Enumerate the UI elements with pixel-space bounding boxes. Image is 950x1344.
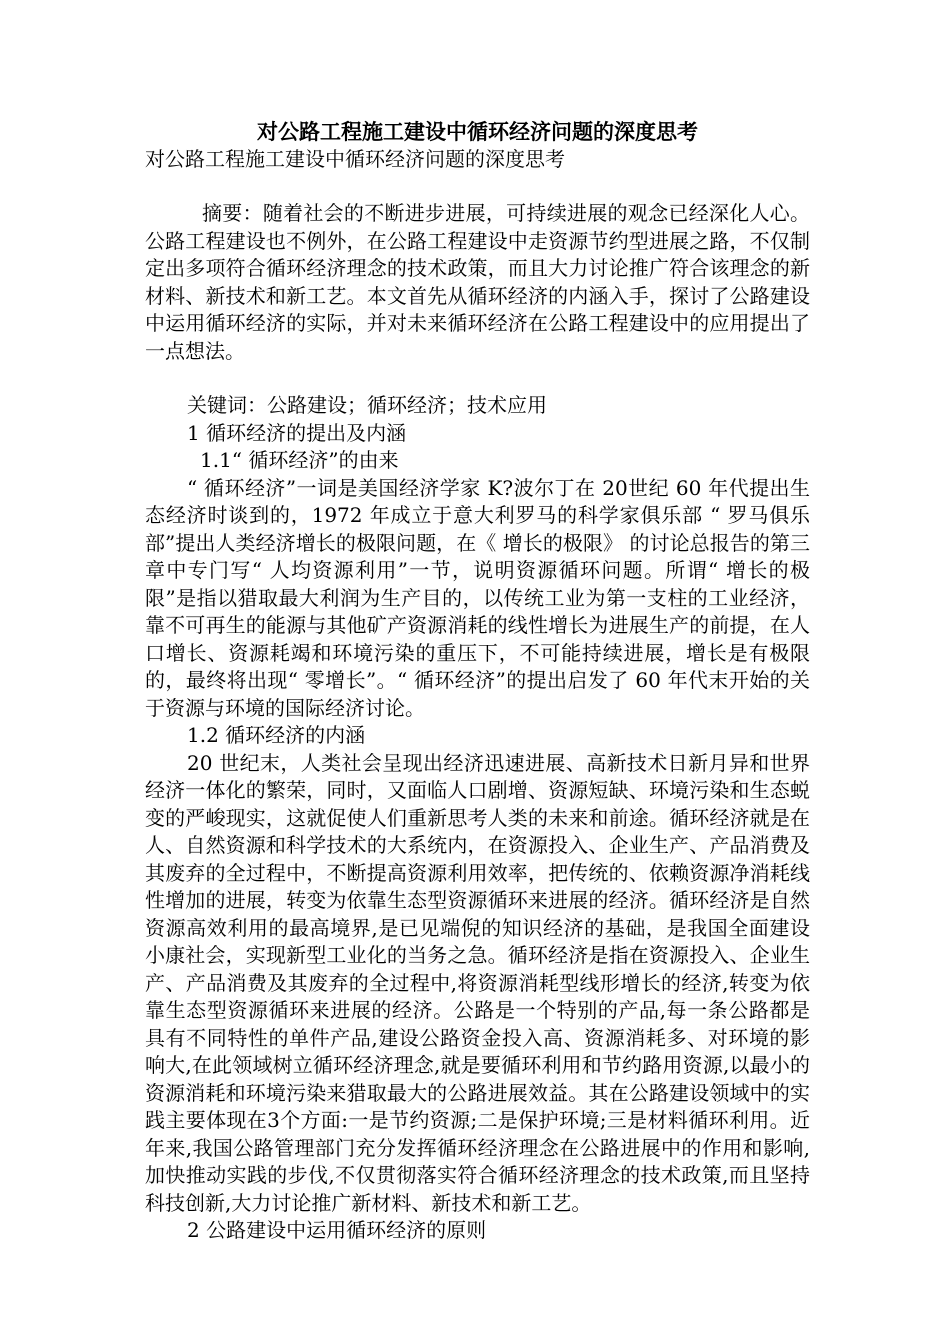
document-page	[145, 118, 810, 1245]
document-subtitle: 对公路工程施工建设中循环经济问题的深度思考	[145, 147, 565, 171]
section-1-heading: 1 循环经济的提出及内涵	[187, 420, 407, 445]
document-title: 对公路工程施工建设中循环经济问题的深度思考	[257, 119, 698, 144]
keywords-line: 关键词：公路建设；循环经济；技术应用	[187, 393, 547, 417]
section-1-1-heading: 1.1“ 循环经济”的由来	[200, 448, 399, 472]
spacer	[145, 365, 810, 392]
abstract-paragraph: 摘要：随着社会的不断进步进展，可持续进展的观念已经深化人心。公路工程建设也不例外，在公路工程建设中走资源节约型进展之路，不仅制定出多项符合循环经济理念的技术政策，而且大力讨论推广符合该理念的新材料、新技术和新工艺。本文首先从循环经济的内涵入手，探讨了公路建设中运用循环经济的实际，并对未来循环经济在公路工程建设中的应用提出了一点想法。	[145, 201, 810, 363]
section-1-1-body: “ 循环经济”一词是美国经济学家 K?波尔丁在 20世纪 60 年代提出生态经济时谈到的，1972 年成立于意大利罗马的科学家俱乐部 “ 罗马俱乐部”提出人类经济增长的极限问题，在《 增长的极限》 的讨论总报告的第三章中专门写“ 人均资源利用”一节，说明资源循环问题。所谓“ 增长的极限”是指以猎取最大利润为生产目的，以传统工业为第一支柱的工业经济，靠不可再生的能源与其他矿产资源消耗的线性增长为进展生产的前提，在人口增长、资源耗竭和环境污染的重压下，不可能持续进展，增长是有极限的，最终将出现“ 零增长”。“ 循环经济”的提出启发了 60 年代末开始的关于资源与环境的国际经济讨论。	[145, 475, 810, 720]
section-1-2-body: 20 世纪末，人类社会呈现出经济迅速进展、高新技术日新月异和世界经济一体化的繁荣，同时，又面临人口剧增、资源短缺、环境污染和生态蜕变的严峻现实，这就促使人们重新思考人类的未来和前途。循环经济就是在人、自然资源和科学技术的大系统内，在资源投入、企业生产、产品消费及其废弃的全过程中，不断提高资源利用效率，把传统的、依赖资源净消耗线性增加的进展，转变为依靠生态型资源循环来进展的经济。循环经济是自然资源高效利用的最高境界,是已见端倪的知识经济的基础，是我国全面建设小康社会，实现新型工业化的当务之急。循环经济是指在资源投入、企业生产、产品消费及其废弃的全过程中,将资源消耗型线形增长的经济,转变为依靠生态型资源循环来进展的经济。公路是一个特别的产品,每一条公路都是具有不同特性的单件产品,建设公路资金投入高、资源消耗多、对环境的影响大,在此领域树立循环经济理念,就是要循环利用和节约路用资源,以最小的资源消耗和环境污染来猎取最大的公路进展效益。其在公路建设领域中的实践主要体现在3个方面:一是节约资源;二是保护环境;三是材料循环利用。近年来,我国公路管理部门充分发挥循环经济理念在公路进展中的作用和影响,加快推动实践的步伐,不仅贯彻落实符合循环经济理念的技术政策,而且坚持科技创新,大力讨论推广新材料、新技术和新工艺。	[145, 750, 810, 1215]
section-1-2-heading: 1.2 循环经济的内涵	[187, 723, 366, 747]
section-2-heading: 2 公路建设中运用循环经济的原则	[187, 1218, 487, 1242]
